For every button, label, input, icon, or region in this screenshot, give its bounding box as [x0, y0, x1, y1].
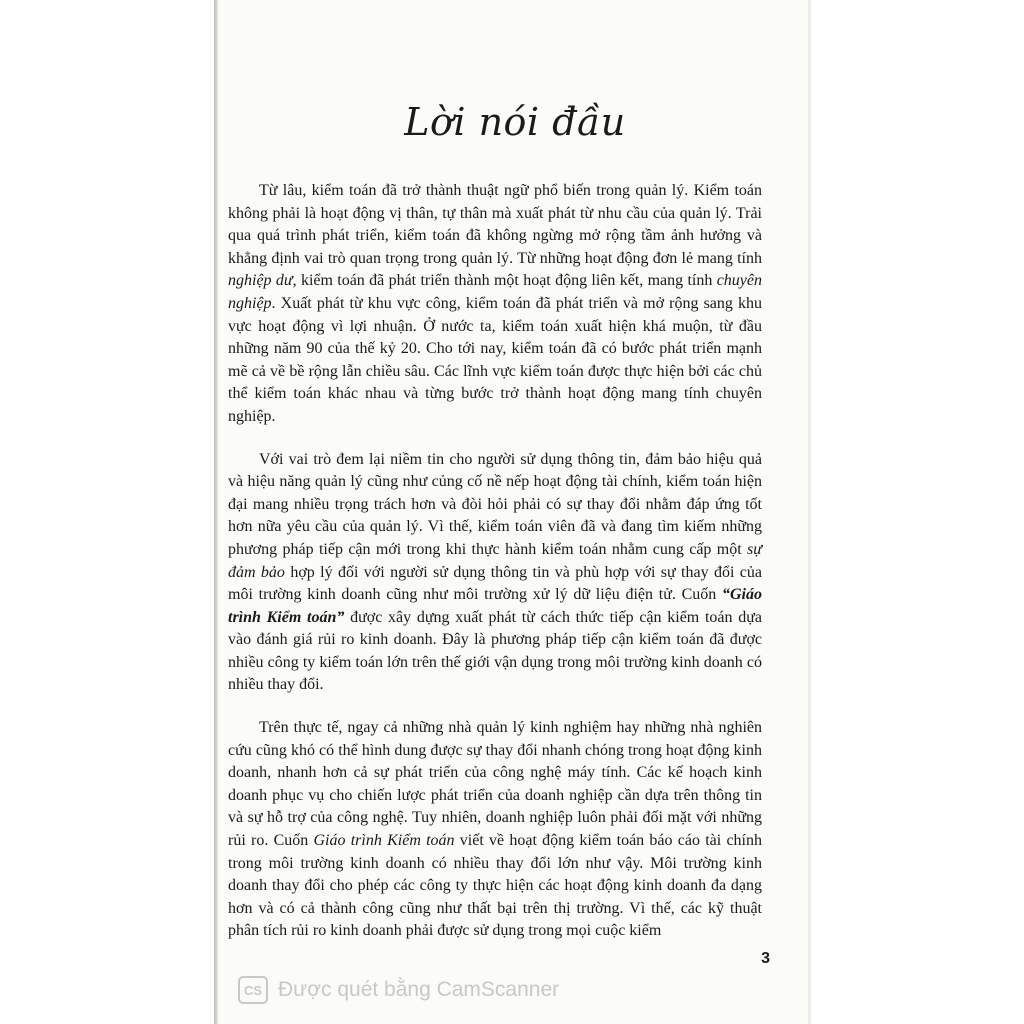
- text-run: chuyên nghiệp: [228, 272, 762, 312]
- camscanner-logo-icon: CS: [238, 976, 268, 1004]
- paragraph-1: [228, 180, 762, 429]
- text-run: viết về hoạt động kiểm toán báo cáo tài chính trong môi trường kinh doanh có nhiều thay đổi lớn như vậy. Môi trường kinh doanh thay đổi cho phép các công ty thực hiện các hoạt động kinh doanh đa dạng hơn và có cả thành công cũng như thất bại trên thị trường. Vì thế, các kỹ thuật phân tích rủi ro kinh doanh phải được sử dụng trong mọi cuộc kiểm: [228, 832, 762, 940]
- text-run: . Xuất phát từ khu vực công, kiểm toán đã phát triển và mở rộng sang khu vực hoạt động vì lợi nhuận. Ở nước ta, kiểm toán xuất hiện khá muộn, từ đầu những năm 90 của thế kỷ 20. Cho tới nay, kiểm toán đã có bước phát triển mạnh mẽ cả về bề rộng lẫn chiều sâu. Các lĩnh vực kiểm toán được thực hiện bởi các chủ thể kiểm toán khác nhau và từng bước trở thành hoạt động mang tính chuyên nghiệp.: [228, 294, 762, 425]
- paragraph-2: [228, 449, 762, 698]
- page-spine-edge: [214, 0, 218, 1024]
- page-number: 3: [761, 950, 770, 967]
- text-run: nghiệp dư: [228, 272, 293, 290]
- right-background: [812, 0, 1024, 1024]
- paragraph-3: [228, 717, 762, 943]
- text-run: Với vai trò đem lại niềm tin cho người sử dụng thông tin, đảm bảo hiệu quả và hiệu năng quản lý cũng như củng cố nề nếp hoạt động tài chính, kiểm toán hiện đại mang nhiều trọng trách hơn và đòi hỏi phải có sự thay đổi nhằm đáp ứng tốt hơn nữa yêu cầu của quản lý. Vì thế, kiểm toán viên đã và đang tìm kiếm những phương pháp tiếp cận mới trong khi thực hành kiểm toán nhằm cung cấp một: [228, 450, 762, 558]
- text-run: Giáo trình Kiểm toán: [313, 832, 455, 850]
- left-background: [0, 0, 218, 1024]
- camscanner-watermark: [238, 975, 559, 1005]
- body-text: [228, 180, 762, 943]
- text-run: “Giáo trình Kiểm toán”: [228, 586, 762, 626]
- text-run: Trên thực tế, ngay cả những nhà quản lý kinh nghiệm hay những nhà nghiên cứu cũng khó có thể hình dung được sự thay đổi nhanh chóng trong hoạt động kinh doanh, nhanh hơn cả sự phát triển của công nghệ máy tính. Các kế hoạch kinh doanh phục vụ cho chiến lược phát triển của doanh nghiệp cần dựa trên thông tin và sự hỗ trợ của công nghệ. Tuy nhiên, doanh nghiệp luôn phải đối mặt với những rủi ro. Cuốn: [228, 719, 762, 850]
- text-run: Từ lâu, kiểm toán đã trở thành thuật ngữ phổ biến trong quản lý. Kiểm toán không phải là hoạt động vị thân, tự thân mà xuất phát từ nhu cầu của quản lý. Trải qua quá trình phát triển, kiểm toán đã không ngừng mở rộng tầm ảnh hưởng và khẳng định vai trò quan trọng trong quản lý. Từ những hoạt động đơn lẻ mang tính: [228, 182, 762, 267]
- text-run: sự đảm bảo: [228, 540, 762, 581]
- text-run: được xây dựng xuất phát từ cách thức tiếp cận kiểm toán dựa vào đánh giá rủi ro kinh doanh. Đây là phương pháp tiếp cận kiểm toán đã được nhiều công ty kiểm toán lớn trên thế giới vận dụng trong môi trường kinh doanh có nhiều thay đổi.: [228, 608, 763, 694]
- text-run: , kiểm toán đã phát triển thành một hoạt động liên kết, mang tính: [292, 272, 717, 290]
- watermark-text: Được quét bằng CamScanner: [278, 978, 560, 1001]
- page-right-edge: [808, 0, 811, 1024]
- page-heading: Lời nói đầu: [404, 100, 626, 144]
- text-run: hợp lý đối với người sử dụng thông tin và phù hợp với sự thay đổi của môi trường kinh doanh cũng như môi trường xử lý dữ liệu điện tử. Cuốn: [228, 563, 762, 604]
